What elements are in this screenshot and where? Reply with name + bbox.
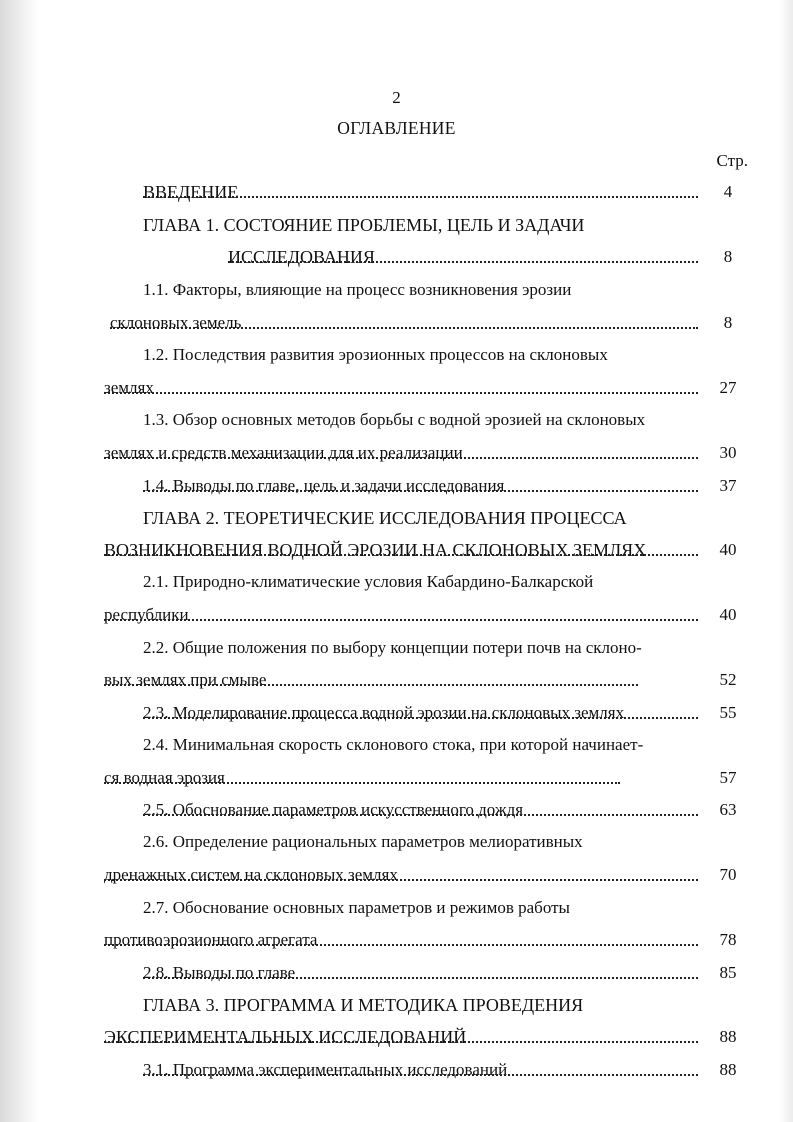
page-number: 2: [392, 88, 401, 107]
toc-page-number: 40: [719, 605, 737, 624]
toc-page-number: 37: [719, 476, 737, 495]
toc-section-2-8[interactable]: 2.8. Выводы по главе: [143, 962, 698, 984]
toc-section-2-4[interactable]: 2.4. Минимальная скорость склонового стока, при которой начинает-: [143, 735, 644, 754]
scan-shadow-left: [0, 0, 40, 1122]
toc-section-2-2-cont[interactable]: вых землях при смыве: [104, 669, 638, 691]
toc-page-number: 27: [719, 378, 737, 397]
toc-page-number: 57: [719, 768, 737, 787]
toc-section-1-1-cont[interactable]: склоновых земель: [110, 312, 698, 334]
toc-page-number: 8: [723, 313, 733, 332]
toc-section-1-1[interactable]: 1.1. Факторы, влияющие на процесс возникновения эрозии: [143, 280, 572, 299]
toc-section-1-4[interactable]: 1.4. Выводы по главе, цель и задачи исследования: [143, 475, 698, 497]
toc-chapter-2-heading[interactable]: ГЛАВА 2. ТЕОРЕТИЧЕСКИЕ ИССЛЕДОВАНИЯ ПРОЦЕССА: [143, 508, 627, 528]
toc-section-3-1[interactable]: 3.1. Программа экспериментальных исследований: [143, 1059, 698, 1081]
toc-entry-text: ВВЕДЕНИЕ: [143, 182, 239, 202]
toc-section-1-2-cont[interactable]: землях: [104, 377, 698, 399]
scan-shadow-right: [779, 0, 793, 1122]
toc-entry-introduction[interactable]: [143, 181, 698, 203]
toc-page-number: 63: [719, 800, 737, 819]
toc-section-1-3-cont[interactable]: землях и средств механизации для их реализации: [104, 442, 698, 464]
toc-section-2-1[interactable]: 2.1. Природно-климатические условия Кабардино-Балкарской: [143, 572, 594, 591]
toc-section-2-7[interactable]: 2.7. Обоснование основных параметров и режимов работы: [143, 898, 570, 917]
toc-page-number: 78: [719, 930, 737, 949]
toc-page-number: 85: [719, 963, 737, 982]
page-column-header: Стр.: [716, 151, 748, 170]
toc-chapter-3-heading-cont[interactable]: ЭКСПЕРИМЕНТАЛЬНЫХ ИССЛЕДОВАНИЙ: [104, 1026, 698, 1048]
toc-page-number: 88: [719, 1060, 737, 1079]
toc-page-number: 88: [719, 1027, 737, 1046]
toc-section-2-3[interactable]: 2.3. Моделирование процесса водной эрозии на склоновых землях: [143, 702, 698, 724]
toc-page-number: 55: [719, 703, 737, 722]
toc-chapter-1-heading-cont[interactable]: ИССЛЕДОВАНИЯ: [228, 246, 698, 268]
toc-chapter-3-heading[interactable]: ГЛАВА 3. ПРОГРАММА И МЕТОДИКА ПРОВЕДЕНИЯ: [143, 995, 584, 1015]
toc-chapter-1-heading[interactable]: ГЛАВА 1. СОСТОЯНИЕ ПРОБЛЕМЫ, ЦЕЛЬ И ЗАДАЧИ: [143, 215, 585, 235]
toc-page-number: 70: [719, 865, 737, 884]
toc-section-2-5[interactable]: 2.5. Обоснование параметров искусственного дождя: [143, 799, 698, 821]
page-title: ОГЛАВЛЕНИЕ: [337, 118, 456, 138]
toc-section-2-6[interactable]: 2.6. Определение рациональных параметров мелиоративных: [143, 832, 583, 851]
toc-section-1-2[interactable]: 1.2. Последствия развития эрозионных процессов на склоновых: [143, 345, 608, 364]
toc-chapter-2-heading-cont[interactable]: ВОЗНИКНОВЕНИЯ ВОДНОЙ ЭРОЗИИ НА СКЛОНОВЫХ ЗЕМЛЯХ: [104, 539, 698, 561]
toc-page-number: 52: [719, 670, 737, 689]
toc-section-2-2[interactable]: 2.2. Общие положения по выбору концепции потери почв на склоно-: [143, 638, 642, 657]
toc-page-number: 40: [719, 540, 737, 559]
toc-section-2-1-cont[interactable]: республики: [104, 604, 698, 626]
toc-section-2-6-cont[interactable]: дренажных систем на склоновых землях: [104, 864, 698, 886]
toc-section-2-4-cont[interactable]: ся водная эрозия: [104, 767, 620, 789]
toc-page-number: 8: [723, 247, 733, 266]
toc-page-number: 30: [719, 443, 737, 462]
toc-section-2-7-cont[interactable]: противоэрозионного агрегата: [104, 929, 698, 951]
toc-page-number: 4: [723, 182, 733, 201]
toc-section-1-3[interactable]: 1.3. Обзор основных методов борьбы с водной эрозией на склоновых: [143, 410, 646, 429]
